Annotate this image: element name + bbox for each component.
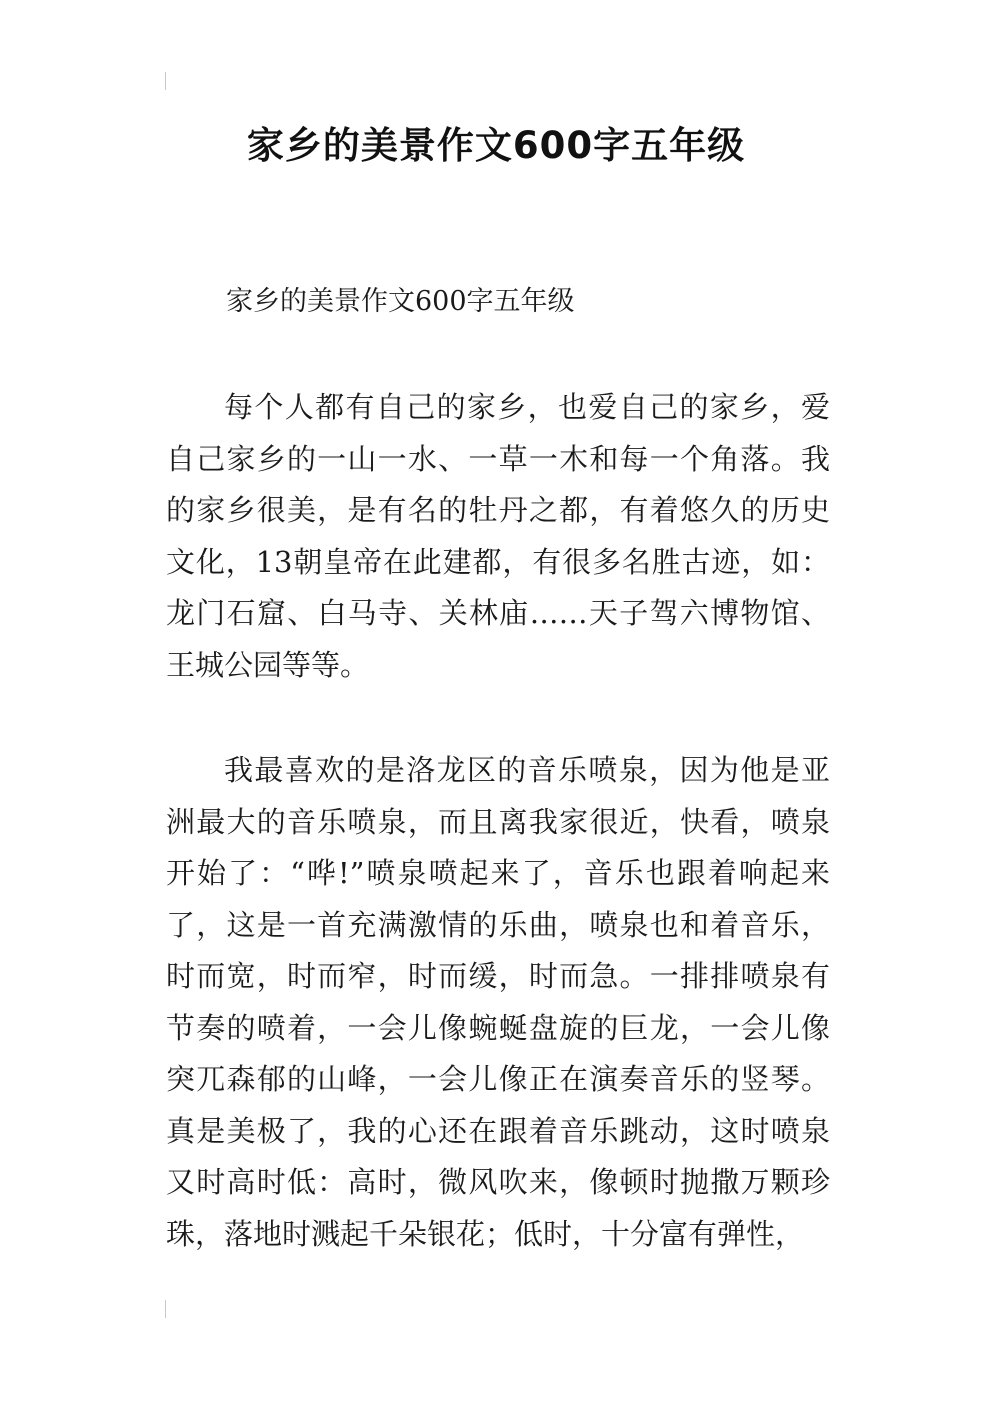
- page-corner-mark: [165, 1300, 166, 1318]
- page-corner-mark: [165, 72, 166, 90]
- paragraph-1: 每个人都有自己的家乡，也爱自己的家乡，爱自己家乡的一山一水、一草一木和每一个角落。我的家乡很美，是有名的牡丹之都，有着悠久的历史文化，13朝皇帝在此建都，有很多名胜古迹，如：龙门石窟、白马寺、关林庙……天子驾六博物馆、王城公园等等。: [166, 390, 830, 682]
- document-subtitle: 家乡的美景作文600字五年级: [226, 286, 575, 317]
- paragraph-2: 我最喜欢的是洛龙区的音乐喷泉，因为他是亚洲最大的音乐喷泉，而且离我家很近，快看，喷泉开始了：“哗!”喷泉喷起来了，音乐也跟着响起来了，这是一首充满激情的乐曲，喷泉也和着音乐，时而宽，时而窄，时而缓，时而急。一排排喷泉有节奏的喷着，一会儿像蜿蜒盘旋的巨龙，一会儿像突兀森郁的山峰，一会儿像正在演奏音乐的竖琴。真是美极了，我的心还在跟着音乐跳动，这时喷泉又时高时低：高时，微风吹来，像顿时抛撒万颗珍珠，落地时溅起千朵银花；低时，十分富有弹性，: [166, 753, 830, 1251]
- document-title: 家乡的美景作文600字五年级: [246, 124, 746, 167]
